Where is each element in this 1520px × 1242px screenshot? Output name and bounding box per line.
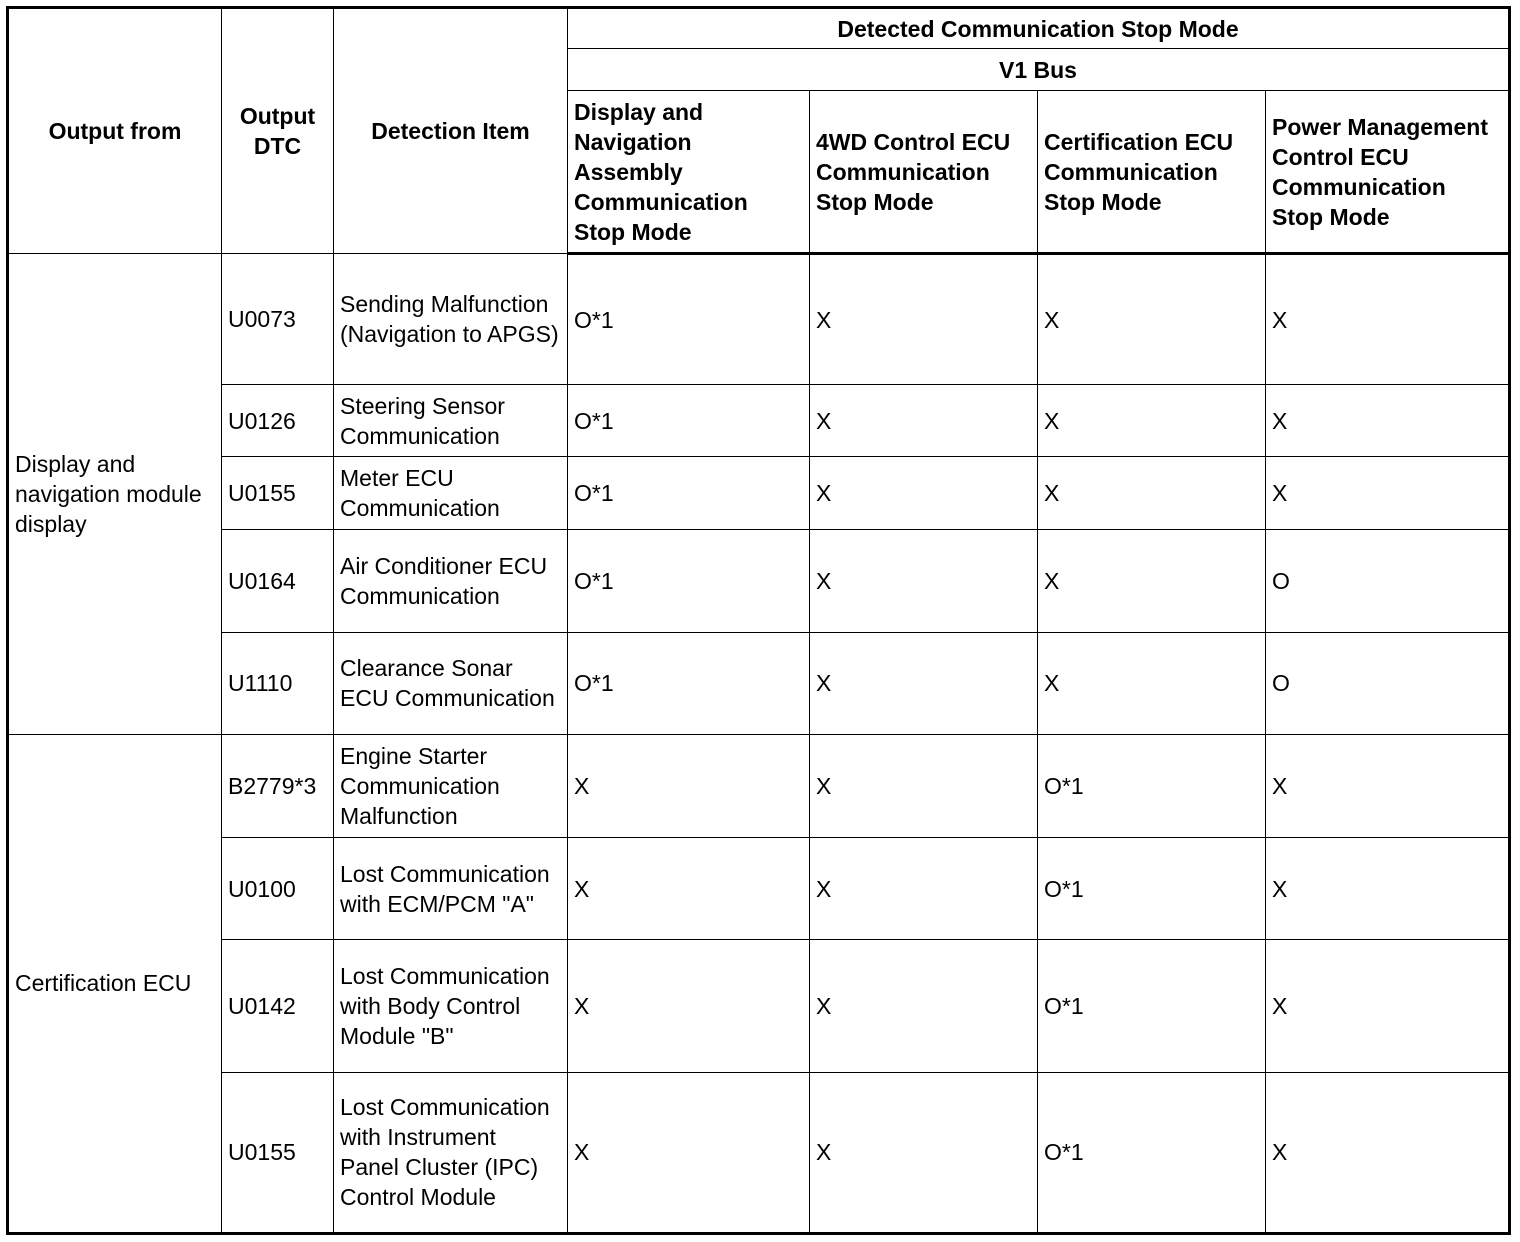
mode-cell: X (810, 632, 1038, 734)
header-detected-mode: Detected Communication Stop Mode (568, 8, 1510, 49)
mode-cell: O*1 (1038, 1072, 1266, 1233)
header-mode-power-mgmt: Power Management Control ECU Communication Stop Mode (1266, 91, 1510, 254)
header-mode-certification: Certification ECU Communication Stop Mode (1038, 91, 1266, 254)
mode-cell: X (1038, 529, 1266, 632)
mode-cell: X (810, 838, 1038, 940)
header-mode-display-nav: Display and Navigation Assembly Communication Stop Mode (568, 91, 810, 254)
detection-item-cell: Meter ECU Communication (334, 457, 568, 529)
dtc-cell: U0164 (222, 529, 334, 632)
mode-cell: O*1 (1038, 734, 1266, 837)
header-output-dtc: Output DTC (222, 8, 334, 254)
mode-cell: O (1266, 632, 1510, 734)
dtc-cell: U1110 (222, 632, 334, 734)
mode-cell: O*1 (568, 457, 810, 529)
mode-cell: X (568, 940, 810, 1072)
mode-cell: X (810, 385, 1038, 457)
table-row (8, 457, 1510, 529)
mode-cell: O*1 (568, 254, 810, 385)
dtc-cell: U0155 (222, 1072, 334, 1233)
output-from-cell: Display and navigation module display (8, 254, 222, 735)
mode-cell: X (1266, 457, 1510, 529)
table-row (8, 838, 1510, 940)
table-row (8, 940, 1510, 1072)
detection-item-cell: Lost Communication with Instrument Panel Cluster (IPC) Control Module (334, 1072, 568, 1233)
mode-cell: X (1266, 838, 1510, 940)
header-mode-4wd: 4WD Control ECU Communication Stop Mode (810, 91, 1038, 254)
mode-cell: X (810, 529, 1038, 632)
mode-cell: O*1 (568, 529, 810, 632)
table-row (8, 734, 1510, 837)
dtc-cell: U0100 (222, 838, 334, 940)
table-row (8, 529, 1510, 632)
mode-cell: X (568, 734, 810, 837)
mode-cell: X (1266, 1072, 1510, 1233)
table-row (8, 385, 1510, 457)
mode-cell: O*1 (568, 632, 810, 734)
detection-item-cell: Clearance Sonar ECU Communication (334, 632, 568, 734)
mode-cell: X (1266, 385, 1510, 457)
detection-item-cell: Air Conditioner ECU Communication (334, 529, 568, 632)
mode-cell: X (810, 457, 1038, 529)
table-row (8, 1072, 1510, 1233)
mode-cell: X (1038, 254, 1266, 385)
output-from-cell: Certification ECU (8, 734, 222, 1233)
mode-cell: X (1266, 254, 1510, 385)
mode-cell: X (1266, 734, 1510, 837)
dtc-table (6, 6, 1511, 1235)
mode-cell: X (810, 940, 1038, 1072)
mode-cell: X (568, 1072, 810, 1233)
mode-cell: X (810, 734, 1038, 837)
table-row (8, 632, 1510, 734)
dtc-cell: B2779*3 (222, 734, 334, 837)
mode-cell: O*1 (1038, 940, 1266, 1072)
mode-cell: X (568, 838, 810, 940)
mode-cell: X (1038, 457, 1266, 529)
mode-cell: X (1038, 632, 1266, 734)
table-row (8, 254, 1510, 385)
dtc-cell: U0073 (222, 254, 334, 385)
dtc-cell: U0126 (222, 385, 334, 457)
mode-cell: X (810, 254, 1038, 385)
detection-item-cell: Engine Starter Communication Malfunction (334, 734, 568, 837)
mode-cell: O*1 (1038, 838, 1266, 940)
detection-item-cell: Lost Communication with ECM/PCM "A" (334, 838, 568, 940)
mode-cell: X (810, 1072, 1038, 1233)
header-detection-item: Detection Item (334, 8, 568, 254)
mode-cell: X (1038, 385, 1266, 457)
mode-cell: X (1266, 940, 1510, 1072)
mode-cell: O*1 (568, 385, 810, 457)
dtc-cell: U0142 (222, 940, 334, 1072)
mode-cell: O (1266, 529, 1510, 632)
header-bus: V1 Bus (568, 49, 1510, 91)
detection-item-cell: Steering Sensor Communication (334, 385, 568, 457)
detection-item-cell: Lost Communication with Body Control Module "B" (334, 940, 568, 1072)
detection-item-cell: Sending Malfunction (Navigation to APGS) (334, 254, 568, 385)
dtc-cell: U0155 (222, 457, 334, 529)
header-output-from: Output from (8, 8, 222, 254)
